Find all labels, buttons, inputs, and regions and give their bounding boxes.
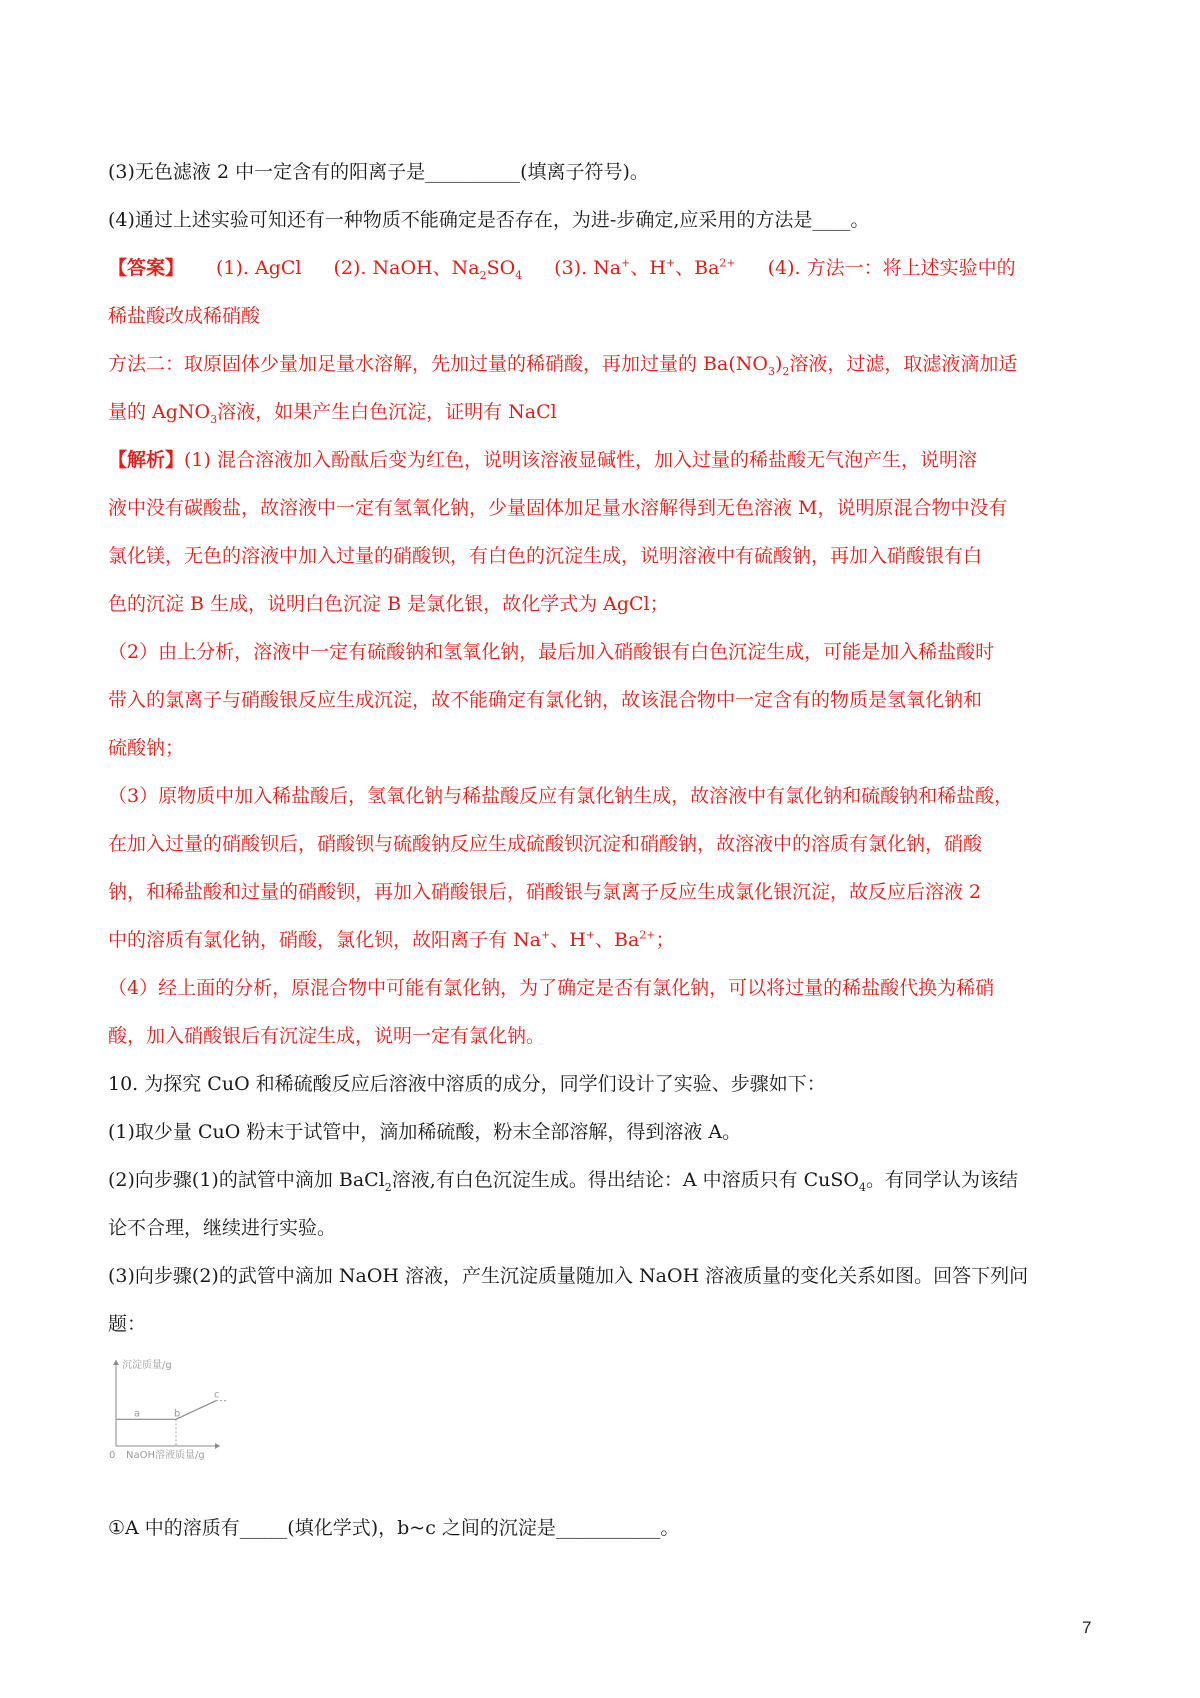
analysis-line-9: 在加入过量的硝酸钡后，硝酸钡与硫酸钠反应生成硫酸钡沉淀和硝酸钠，故溶液中的溶质有氯化钠，硝酸 xyxy=(108,833,983,855)
question-10-step-2: (2)向步骤(1)的試管中滴加 BaCl$_2$溶液,有白色沉淀生成。得出结论：A 中溶质只有 CuSO$_4$。有同学认为该结 xyxy=(108,1169,1019,1194)
analysis-line-11: 中的溶质有氯化钠，硝酸，氯化钡，故阳离子有 Na+、H+、$Ba^{2+}$； xyxy=(108,928,675,951)
analysis-line-8: （3）原物质中加入稀盐酸后，氢氧化钠与稀盐酸反应有氯化钠生成，故溶液中有氯化钠和硫酸钠和稀盐酸， xyxy=(108,785,1014,807)
question-10-sub-1: ①A 中的溶质有_____(填化学式)，b~c 之间的沉淀是___________。 xyxy=(108,1517,680,1539)
question-4-text: (4)通过上述实验可知还有一种物质不能确定是否存在，为进-步确定,应采用的方法是____。 xyxy=(108,209,870,231)
answer-4-continued: 稀盐酸改成稀硝酸 xyxy=(108,305,261,327)
analysis-line-3: 氯化镁，无色的溶液中加入过量的硝酸钡，有白色的沉淀生成，说明溶液中有硫酸钠，再加入硝酸银有白 xyxy=(108,545,983,567)
answer-line xyxy=(108,244,1098,292)
point-label-c: c xyxy=(214,1389,220,1401)
analysis-line-1: 【解析】(1) 混合溶液加入酚酞后变为红色，说明该溶液显碱性，加入过量的稀盐酸无气泡产生，说明溶 xyxy=(108,449,977,471)
analysis-line-5: （2）由上分析，溶液中一定有硫酸钠和氢氧化钠，最后加入硝酸银有白色沉淀生成，可能是加入稀盐酸时 xyxy=(108,641,995,663)
y-axis-arrow xyxy=(113,1360,119,1365)
page-number: 7 xyxy=(1082,1618,1092,1637)
x-axis-label: NaOH溶液质量/g xyxy=(126,1450,205,1461)
question-3-line xyxy=(108,148,1098,196)
answer-3: (3). Na+、H+、$Ba^{2+}$ xyxy=(554,256,736,279)
y-axis-label: 沉淀质量/g xyxy=(122,1360,172,1371)
point-label-b: b xyxy=(174,1408,181,1420)
analysis-line-6: 带入的氯离子与硝酸银反应生成沉淀，故不能确定有氯化钠，故该混合物中一定含有的物质是氢氧化钠和 xyxy=(108,689,983,711)
analysis-line-13: 酸，加入硝酸银后有沉淀生成，说明一定有氯化钠。 xyxy=(108,1025,546,1047)
analysis-line-10: 钠，和稀盐酸和过量的硝酸钡，再加入硝酸银后，硝酸银与氯离子反应生成氯化银沉淀，故反应后溶液 2 xyxy=(108,881,982,903)
question-10-step-2-continued: 论不合理，继续进行实验。 xyxy=(108,1217,337,1239)
analysis-line-4: 色的沉淀 B 生成，说明白色沉淀 B 是氯化银，故化学式为 AgCl； xyxy=(108,593,669,615)
precipitate-chart xyxy=(108,1354,1098,1504)
question-10-step-3-continued: 题： xyxy=(108,1313,147,1335)
analysis-line-2: 液中没有碳酸盐，故溶液中一定有氢氧化钠，少量固体加足量水溶解得到无色溶液 M，说明原混合物中没有 xyxy=(108,497,1008,519)
point-label-a: a xyxy=(134,1408,141,1420)
question-3-text: (3)无色滤液 2 中一定含有的阳离子是__________(填离子符号)。 xyxy=(108,161,649,183)
question-10-line: 10. 为探究 CuO 和稀硫酸反应后溶液中溶质的成分，同学们设计了实验、步骤如下： xyxy=(108,1073,826,1095)
question-4-line xyxy=(108,196,1098,244)
x-axis-arrow xyxy=(215,1443,220,1449)
answer-label: 【答案】 xyxy=(108,257,185,279)
answer-2: (2). NaOH、$Na_2SO_4$ xyxy=(333,257,523,282)
answer-1: (1). AgCl xyxy=(216,257,302,279)
method-2-line-2: 量的 AgNO$_3$溶液，如果产生白色沉淀，证明有 NaCl xyxy=(108,401,557,426)
analysis-line-12: （4）经上面的分析，原混合物中可能有氯化钠，为了确定是否有氯化钠，可以将过量的稀盐酸代换为稀硝 xyxy=(108,977,995,999)
precipitate-chart-svg xyxy=(108,1354,228,1494)
analysis-line-7: 硫酸钠； xyxy=(108,737,185,759)
question-10-step-3: (3)向步骤(2)的武管中滴加 NaOH 溶液，产生沉淀质量随加入 NaOH 溶液质量的变化关系如图。回答下列问 xyxy=(108,1265,1029,1287)
analysis-label: 【解析】 xyxy=(108,449,185,471)
question-10-step-1: (1)取少量 CuO 粉末于试管中，滴加稀硫酸，粉末全部溶解，得到溶液 A。 xyxy=(108,1121,742,1143)
origin-label: 0 xyxy=(109,1450,116,1461)
series-line xyxy=(116,1401,216,1420)
page-content xyxy=(108,148,1098,1552)
answer-4: (4). 方法一：将上述实验中的 xyxy=(767,257,1016,279)
method-2-line-1: 方法二：取原固体少量加足量水溶解，先加过量的稀硝酸，再加过量的 $Ba(NO_3)_2$溶液，过滤，取滤液滴加适 xyxy=(108,353,1018,378)
